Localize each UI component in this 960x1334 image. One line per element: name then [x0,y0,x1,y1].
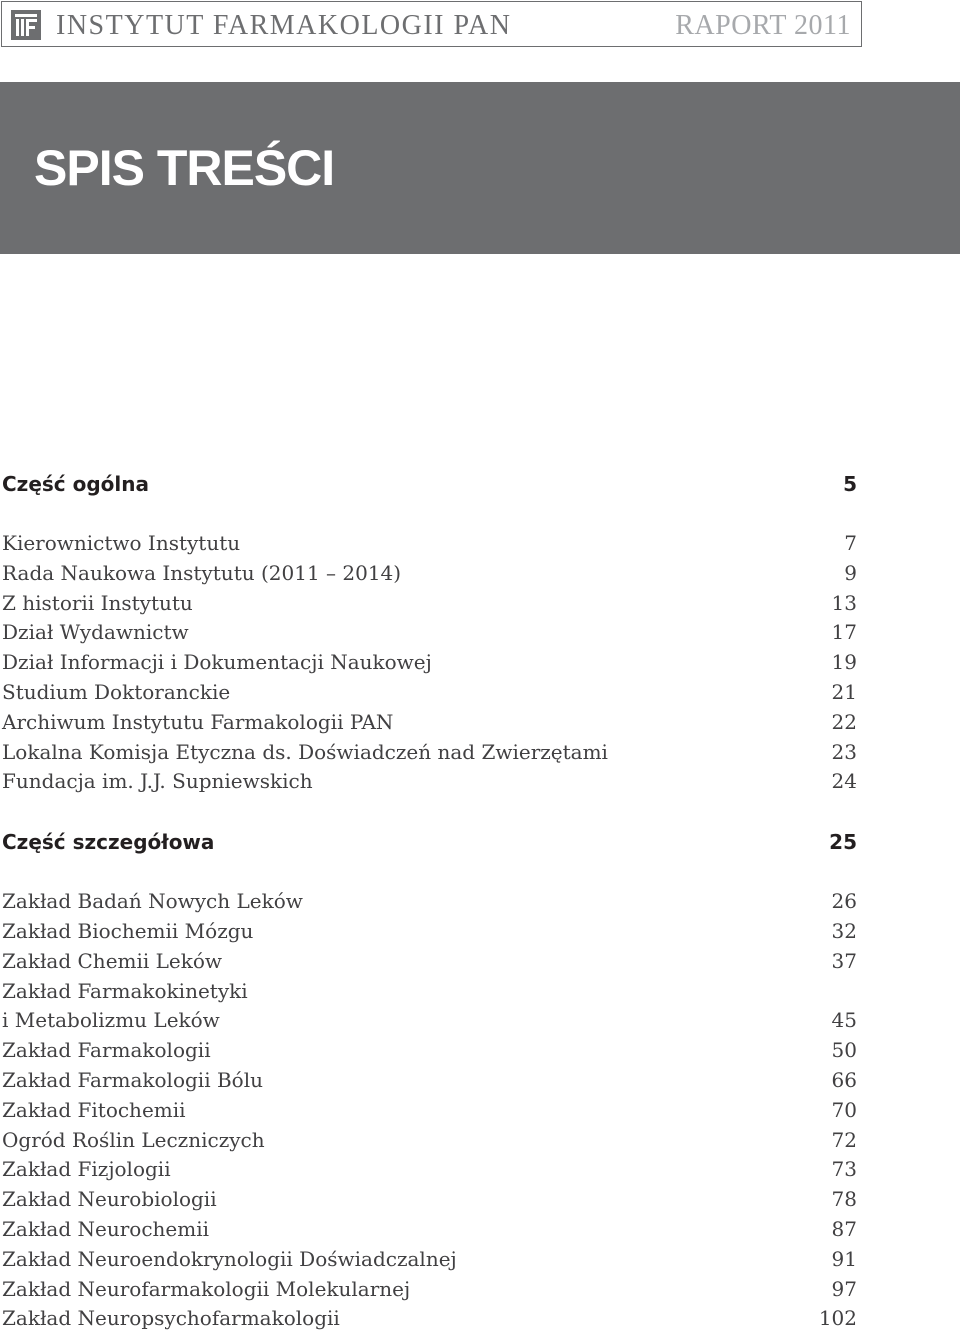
entry-page-number: 37 [831,948,857,973]
entry-title: Zakład Farmakokinetyki [2,978,248,1003]
document-header [1,1,862,47]
entry-title: Ogród Roślin Leczniczych [2,1127,265,1152]
toc-entry[interactable] [2,1036,857,1066]
entry-page-number: 66 [831,1067,857,1092]
section-page-number: 5 [843,472,857,496]
entry-title: Kierownictwo Instytutu [2,531,241,555]
entry-title: Zakład Fitochemii [2,1097,186,1122]
entry-page-number: 9 [844,560,857,585]
entry-title: Zakład Neurochemii [2,1216,210,1241]
entry-title: Z historii Instytutu [2,590,193,615]
section-title: Część ogólna [2,472,149,496]
entry-page-number: 91 [831,1246,857,1271]
entry-title: Zakład Farmakologii [2,1038,211,1063]
entry-title: Lokalna Komisja Etyczna ds. Doświadczeń nad Zwierzętami [2,739,608,764]
entry-title: Dział Wydawnictw [2,620,189,645]
entry-title: i Metabolizmu Leków [2,1008,220,1033]
section-title: Część szczegółowa [2,830,215,855]
entry-page-number: 87 [831,1216,857,1241]
toc-entry[interactable] [2,738,857,768]
entry-title: Zakład Neurofarmakologii Molekularnej [2,1276,411,1301]
entry-title: Zakład Badań Nowych Leków [2,889,303,914]
toc-entry[interactable] [2,559,857,589]
entry-title: Zakład Chemii Leków [2,948,223,973]
toc-entry[interactable] [2,947,857,977]
entry-page-number: 24 [831,769,857,794]
entry-page-number: 50 [831,1038,857,1063]
toc-entry[interactable] [2,1126,857,1156]
entry-page-number: 7 [844,531,857,555]
toc-entry[interactable] [2,1185,857,1215]
toc-entry[interactable] [2,887,857,917]
toc-entry[interactable] [2,977,857,1007]
toc-entry[interactable] [2,1006,857,1036]
entry-page-number: 13 [831,590,857,615]
entry-title: Zakład Fizjologii [2,1157,171,1182]
entry-page-number: 73 [831,1157,857,1182]
entry-title: Dział Informacji i Dokumentacji Naukowej [2,650,432,675]
institute-logo-icon [11,10,41,40]
institute-name: INSTYTUT FARMAKOLOGII PAN [56,10,512,41]
entry-page-number: 22 [831,709,857,734]
report-label: RAPORT 2011 [675,10,851,41]
entry-page-number: 19 [831,650,857,675]
toc-entry[interactable] [2,1275,857,1305]
entry-title: Zakład Biochemii Mózgu [2,918,254,943]
toc-entry[interactable] [2,589,857,619]
toc-entry[interactable] [2,678,857,708]
entry-title: Zakład Neuropsychofarmakologii [2,1306,340,1331]
toc-entry[interactable] [2,917,857,947]
entry-page-number: 72 [831,1127,857,1152]
entry-title: Rada Naukowa Instytutu (2011 – 2014) [2,560,402,585]
entry-page-number: 97 [831,1276,857,1301]
toc-entry[interactable] [2,1066,857,1096]
entry-title: Archiwum Instytutu Farmakologii PAN [2,709,394,734]
entry-title: Zakład Neuroendokrynologii Doświadczalnej [2,1246,457,1271]
page-title: SPIS TREŚCI [34,140,335,196]
toc-entry[interactable] [2,648,857,678]
entry-page-number: 23 [831,739,857,764]
toc-entry[interactable] [2,1096,857,1126]
entry-page-number: 70 [831,1097,857,1122]
entry-page-number: 21 [831,679,857,704]
spacer [2,499,857,529]
table-of-contents [2,469,857,1334]
entry-page-number: 78 [831,1187,857,1212]
entry-title: Zakład Neurobiologii [2,1187,217,1212]
entry-page-number: 26 [831,889,857,914]
toc-entry[interactable] [2,1304,857,1334]
entry-page-number: 45 [831,1008,857,1033]
toc-entry[interactable] [2,529,857,559]
entry-title: Studium Doktoranckie [2,679,231,704]
entry-title: Zakład Farmakologii Bólu [2,1067,263,1092]
toc-section-heading[interactable] [2,827,857,857]
toc-entry[interactable] [2,1215,857,1245]
entry-page-number: 102 [818,1306,857,1331]
toc-entry[interactable] [2,618,857,648]
section-page-number: 25 [829,830,857,855]
toc-entry[interactable] [2,708,857,738]
entry-page-number: 17 [831,620,857,645]
toc-entry[interactable] [2,1155,857,1185]
entry-title: Fundacja im. J.J. Supniewskich [2,769,313,794]
spacer [2,797,857,827]
spacer [2,857,857,887]
toc-section-heading[interactable] [2,469,857,499]
toc-entry[interactable] [2,1245,857,1275]
entry-page-number: 32 [831,918,857,943]
toc-entry[interactable] [2,767,857,797]
